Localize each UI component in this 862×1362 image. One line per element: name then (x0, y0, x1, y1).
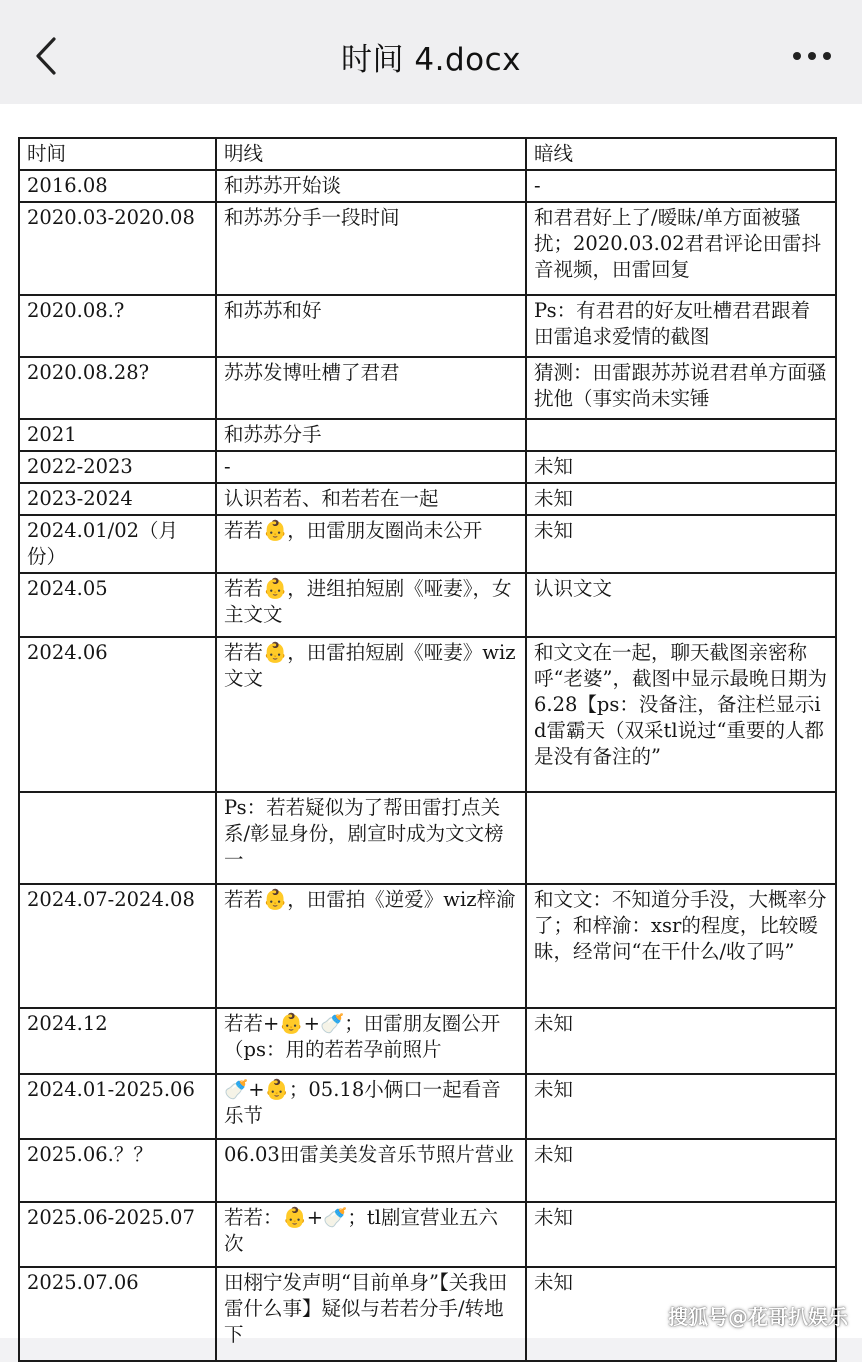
hidden-line-cell: 未知 (526, 1139, 836, 1202)
main-line-cell: 06.03田雷美美发音乐节照片营业 (216, 1139, 526, 1202)
hidden-line-cell: 未知 (526, 1202, 836, 1267)
table-row (19, 202, 836, 295)
hidden-line-cell: 未知 (526, 451, 836, 483)
time-cell: 2021 (19, 419, 216, 451)
column-header-time: 时间 (19, 138, 216, 170)
hidden-line-cell: 未知 (526, 1074, 836, 1139)
main-line-cell: 认识若若、和若若在一起 (216, 483, 526, 515)
main-line-cell: 和苏苏开始谈 (216, 170, 526, 202)
table-row (19, 1139, 836, 1202)
time-cell: 2020.08.? (19, 295, 216, 357)
time-cell: 2020.08.28? (19, 357, 216, 419)
column-header-hidden: 暗线 (526, 138, 836, 170)
document-title: 时间 4.docx (341, 42, 521, 78)
watermark-text: 搜狐号@花哥扒娱乐 (668, 1305, 848, 1329)
time-cell: 2022-2023 (19, 451, 216, 483)
table-row (19, 637, 836, 792)
main-line-cell: 和苏苏分手 (216, 419, 526, 451)
table-row (19, 419, 836, 451)
time-cell: 2025.07.06 (19, 1267, 216, 1361)
time-cell: 2024.01-2025.06 (19, 1074, 216, 1139)
main-line-cell: 若若👶，田雷拍《逆爱》wiz梓渝 (216, 884, 526, 1008)
time-cell: 2020.03-2020.08 (19, 202, 216, 295)
main-line-cell: 若若👶，田雷朋友圈尚未公开 (216, 515, 526, 573)
main-line-cell: - (216, 451, 526, 483)
top-navigation-bar (0, 0, 862, 104)
table-row (19, 573, 836, 637)
time-cell: 2024.01/02（月份） (19, 515, 216, 573)
hidden-line-cell: 和君君好上了/暧昧/单方面被骚扰；2020.03.02君君评论田雷抖音视频，田雷回复 (526, 202, 836, 295)
table-row (19, 451, 836, 483)
table-row (19, 515, 836, 573)
hidden-line-cell: 未知 (526, 483, 836, 515)
table-row (19, 884, 836, 1008)
more-dots-icon (792, 51, 832, 61)
time-cell: 2025.06-2025.07 (19, 1202, 216, 1267)
hidden-line-cell: 和文文在一起，聊天截图亲密称呼“老婆”，截图中显示最晚日期为6.28【ps：没备注，备注栏显示id雷霸天（双采tl说过“重要的人都是没有备注的” (526, 637, 836, 792)
time-cell: 2016.08 (19, 170, 216, 202)
more-options-button[interactable] (786, 38, 838, 74)
hidden-line-cell (526, 419, 836, 451)
main-line-cell: 若若：👶+🍼；tl剧宣营业五六次 (216, 1202, 526, 1267)
hidden-line-cell: Ps：有君君的好友吐槽君君跟着田雷追求爱情的截图 (526, 295, 836, 357)
table-row (19, 792, 836, 884)
main-line-cell: 若若👶，进组拍短剧《哑妻》，女主文文 (216, 573, 526, 637)
main-line-cell: 🍼+👶；05.18小俩口一起看音乐节 (216, 1074, 526, 1139)
table-row (19, 1074, 836, 1139)
main-line-cell: 和苏苏和好 (216, 295, 526, 357)
table-row (19, 170, 836, 202)
hidden-line-cell: 未知 (526, 515, 836, 573)
time-cell: 2024.06 (19, 637, 216, 792)
main-line-cell: 和苏苏分手一段时间 (216, 202, 526, 295)
column-header-main: 明线 (216, 138, 526, 170)
time-cell: 2023-2024 (19, 483, 216, 515)
main-line-cell: Ps：若若疑似为了帮田雷打点关系/彰显身份，剧宣时成为文文榜一 (216, 792, 526, 884)
main-line-cell: 若若👶，田雷拍短剧《哑妻》wiz文文 (216, 637, 526, 792)
time-cell: 2024.05 (19, 573, 216, 637)
time-cell: 2024.07-2024.08 (19, 884, 216, 1008)
table-row (19, 1202, 836, 1267)
hidden-line-cell: 认识文文 (526, 573, 836, 637)
table-row (19, 1008, 836, 1074)
time-cell: 2024.12 (19, 1008, 216, 1074)
hidden-line-cell: - (526, 170, 836, 202)
hidden-line-cell: 未知 (526, 1267, 836, 1361)
table-row (19, 295, 836, 357)
main-line-cell: 苏苏发博吐槽了君君 (216, 357, 526, 419)
hidden-line-cell: 未知 (526, 1008, 836, 1074)
hidden-line-cell: 猜测：田雷跟苏苏说君君单方面骚扰他（事实尚未实锤 (526, 357, 836, 419)
main-line-cell: 田栩宁发声明“目前单身”【关我田雷什么事】疑似与若若分手/转地下 (216, 1267, 526, 1361)
main-line-cell: 若若+👶+🍼；田雷朋友圈公开（ps：用的若若孕前照片 (216, 1008, 526, 1074)
table-row (19, 357, 836, 419)
hidden-line-cell: 和文文：不知道分手没，大概率分了；和梓渝：xsr的程度，比较暧昧，经常问“在干什么/收了吗” (526, 884, 836, 1008)
time-cell (19, 792, 216, 884)
timeline-table (18, 137, 837, 1362)
hidden-line-cell (526, 792, 836, 884)
time-cell: 2025.06.？？ (19, 1139, 216, 1202)
table-row (19, 483, 836, 515)
table-header-row (19, 138, 836, 170)
